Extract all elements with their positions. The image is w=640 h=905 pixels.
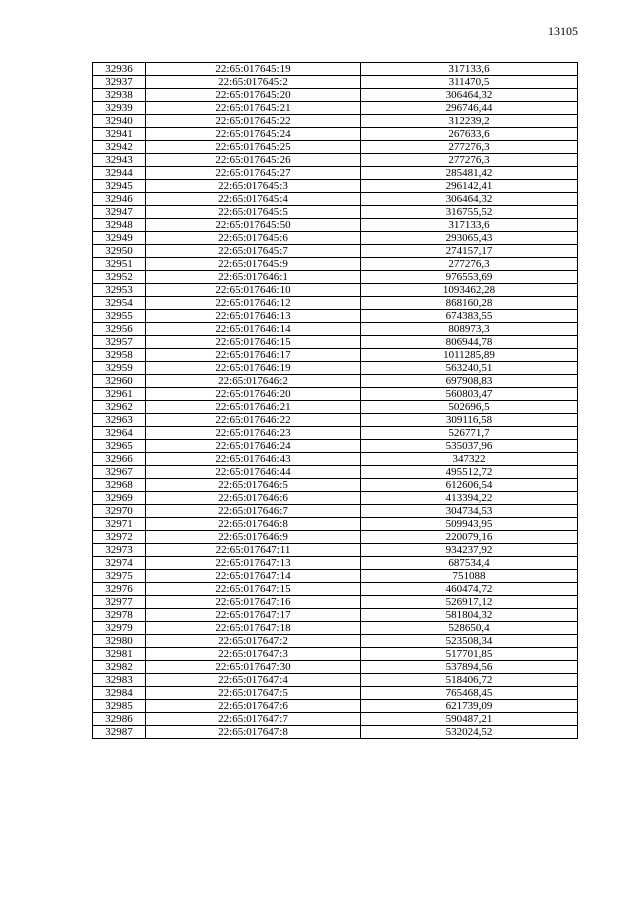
cadastral-value-cell: 306464,32 <box>361 89 578 102</box>
cadastral-number-cell: 22:65:017645:26 <box>146 154 361 167</box>
cadastral-number-cell: 22:65:017645:3 <box>146 180 361 193</box>
table-row <box>93 232 578 245</box>
table-row <box>93 115 578 128</box>
cadastral-value-cell: 526917,12 <box>361 596 578 609</box>
table-row <box>93 388 578 401</box>
cadastral-number-cell: 22:65:017646:6 <box>146 492 361 505</box>
cadastral-number-cell: 22:65:017645:20 <box>146 89 361 102</box>
cadastral-value-cell: 502696,5 <box>361 401 578 414</box>
row-number-cell: 32947 <box>93 206 146 219</box>
cadastral-value-cell: 537894,56 <box>361 661 578 674</box>
cadastral-value-cell: 523508,34 <box>361 635 578 648</box>
row-number-cell: 32972 <box>93 531 146 544</box>
cadastral-value-cell: 509943,95 <box>361 518 578 531</box>
cadastral-number-cell: 22:65:017647:7 <box>146 713 361 726</box>
row-number-cell: 32953 <box>93 284 146 297</box>
row-number-cell: 32986 <box>93 713 146 726</box>
cadastral-number-cell: 22:65:017645:24 <box>146 128 361 141</box>
table-row <box>93 596 578 609</box>
row-number-cell: 32987 <box>93 726 146 739</box>
cadastral-number-cell: 22:65:017647:16 <box>146 596 361 609</box>
table-row <box>93 63 578 76</box>
cadastral-value-cell: 296142,41 <box>361 180 578 193</box>
cadastral-number-cell: 22:65:017647:14 <box>146 570 361 583</box>
table-row <box>93 531 578 544</box>
table-row <box>93 466 578 479</box>
cadastral-number-cell: 22:65:017646:23 <box>146 427 361 440</box>
cadastral-number-cell: 22:65:017645:25 <box>146 141 361 154</box>
cadastral-value-cell: 581804,32 <box>361 609 578 622</box>
cadastral-value-cell: 304734,53 <box>361 505 578 518</box>
cadastral-number-cell: 22:65:017647:17 <box>146 609 361 622</box>
row-number-cell: 32974 <box>93 557 146 570</box>
table-row <box>93 505 578 518</box>
row-number-cell: 32969 <box>93 492 146 505</box>
table-row <box>93 609 578 622</box>
table-row <box>93 544 578 557</box>
row-number-cell: 32964 <box>93 427 146 440</box>
cadastral-value-cell: 296746,44 <box>361 102 578 115</box>
cadastral-number-cell: 22:65:017646:7 <box>146 505 361 518</box>
table-body <box>93 63 578 739</box>
page-number: 13105 <box>548 24 578 38</box>
cadastral-value-cell: 528650,4 <box>361 622 578 635</box>
cadastral-number-cell: 22:65:017646:21 <box>146 401 361 414</box>
row-number-cell: 32946 <box>93 193 146 206</box>
row-number-cell: 32936 <box>93 63 146 76</box>
row-number-cell: 32957 <box>93 336 146 349</box>
row-number-cell: 32981 <box>93 648 146 661</box>
table-row <box>93 453 578 466</box>
table-row <box>93 128 578 141</box>
table-row <box>93 648 578 661</box>
cadastral-number-cell: 22:65:017646:17 <box>146 349 361 362</box>
cadastral-number-cell: 22:65:017647:30 <box>146 661 361 674</box>
cadastral-value-cell: 277276,3 <box>361 141 578 154</box>
table-row <box>93 583 578 596</box>
cadastral-value-cell: 517701,85 <box>361 648 578 661</box>
cadastral-value-cell: 347322 <box>361 453 578 466</box>
row-number-cell: 32968 <box>93 479 146 492</box>
row-number-cell: 32948 <box>93 219 146 232</box>
cadastral-value-cell: 285481,42 <box>361 167 578 180</box>
cadastral-value-cell: 293065,43 <box>361 232 578 245</box>
cadastral-value-cell: 560803,47 <box>361 388 578 401</box>
cadastral-value-cell: 934237,92 <box>361 544 578 557</box>
cadastral-number-cell: 22:65:017647:18 <box>146 622 361 635</box>
table-row <box>93 245 578 258</box>
row-number-cell: 32959 <box>93 362 146 375</box>
cadastral-number-cell: 22:65:017645:22 <box>146 115 361 128</box>
row-number-cell: 32970 <box>93 505 146 518</box>
row-number-cell: 32982 <box>93 661 146 674</box>
cadastral-number-cell: 22:65:017646:15 <box>146 336 361 349</box>
row-number-cell: 32943 <box>93 154 146 167</box>
table-row <box>93 349 578 362</box>
cadastral-number-cell: 22:65:017647:6 <box>146 700 361 713</box>
row-number-cell: 32984 <box>93 687 146 700</box>
cadastral-value-cell: 277276,3 <box>361 154 578 167</box>
cadastral-number-cell: 22:65:017646:14 <box>146 323 361 336</box>
cadastral-number-cell: 22:65:017645:19 <box>146 63 361 76</box>
cadastral-number-cell: 22:65:017645:27 <box>146 167 361 180</box>
row-number-cell: 32949 <box>93 232 146 245</box>
row-number-cell: 32960 <box>93 375 146 388</box>
row-number-cell: 32979 <box>93 622 146 635</box>
table-row <box>93 102 578 115</box>
cadastral-value-cell: 687534,4 <box>361 557 578 570</box>
table-row <box>93 89 578 102</box>
cadastral-value-cell: 316755,52 <box>361 206 578 219</box>
cadastral-value-cell: 267633,6 <box>361 128 578 141</box>
row-number-cell: 32980 <box>93 635 146 648</box>
table-row <box>93 492 578 505</box>
cadastral-number-cell: 22:65:017645:7 <box>146 245 361 258</box>
cadastral-value-cell: 976553,69 <box>361 271 578 284</box>
row-number-cell: 32945 <box>93 180 146 193</box>
cadastral-number-cell: 22:65:017646:19 <box>146 362 361 375</box>
cadastral-value-table <box>92 62 578 739</box>
row-number-cell: 32973 <box>93 544 146 557</box>
cadastral-value-cell: 306464,32 <box>361 193 578 206</box>
row-number-cell: 32951 <box>93 258 146 271</box>
cadastral-number-cell: 22:65:017647:11 <box>146 544 361 557</box>
cadastral-value-cell: 309116,58 <box>361 414 578 427</box>
table-row <box>93 726 578 739</box>
table-row <box>93 518 578 531</box>
cadastral-value-cell: 612606,54 <box>361 479 578 492</box>
cadastral-value-cell: 317133,6 <box>361 63 578 76</box>
row-number-cell: 32944 <box>93 167 146 180</box>
cadastral-value-cell: 765468,45 <box>361 687 578 700</box>
cadastral-number-cell: 22:65:017645:21 <box>146 102 361 115</box>
row-number-cell: 32954 <box>93 297 146 310</box>
cadastral-number-cell: 22:65:017647:13 <box>146 557 361 570</box>
table-row <box>93 674 578 687</box>
table-row <box>93 713 578 726</box>
cadastral-number-cell: 22:65:017646:10 <box>146 284 361 297</box>
row-number-cell: 32955 <box>93 310 146 323</box>
table-row <box>93 427 578 440</box>
table-row <box>93 76 578 89</box>
cadastral-value-cell: 274157,17 <box>361 245 578 258</box>
row-number-cell: 32971 <box>93 518 146 531</box>
row-number-cell: 32975 <box>93 570 146 583</box>
cadastral-number-cell: 22:65:017645:5 <box>146 206 361 219</box>
table-row <box>93 323 578 336</box>
cadastral-number-cell: 22:65:017646:24 <box>146 440 361 453</box>
table-row <box>93 479 578 492</box>
cadastral-number-cell: 22:65:017645:50 <box>146 219 361 232</box>
cadastral-number-cell: 22:65:017646:2 <box>146 375 361 388</box>
cadastral-number-cell: 22:65:017646:1 <box>146 271 361 284</box>
cadastral-number-cell: 22:65:017647:8 <box>146 726 361 739</box>
cadastral-number-cell: 22:65:017647:2 <box>146 635 361 648</box>
row-number-cell: 32942 <box>93 141 146 154</box>
cadastral-value-cell: 413394,22 <box>361 492 578 505</box>
row-number-cell: 32950 <box>93 245 146 258</box>
table-row <box>93 167 578 180</box>
cadastral-value-cell: 532024,52 <box>361 726 578 739</box>
cadastral-number-cell: 22:65:017647:15 <box>146 583 361 596</box>
row-number-cell: 32977 <box>93 596 146 609</box>
row-number-cell: 32983 <box>93 674 146 687</box>
table-row <box>93 154 578 167</box>
cadastral-value-cell: 495512,72 <box>361 466 578 479</box>
table-row <box>93 414 578 427</box>
cadastral-number-cell: 22:65:017646:9 <box>146 531 361 544</box>
table-row <box>93 687 578 700</box>
table-row <box>93 622 578 635</box>
cadastral-value-cell: 220079,16 <box>361 531 578 544</box>
cadastral-value-cell: 806944,78 <box>361 336 578 349</box>
row-number-cell: 32940 <box>93 115 146 128</box>
table-row <box>93 258 578 271</box>
cadastral-value-cell: 535037,96 <box>361 440 578 453</box>
cadastral-number-cell: 22:65:017645:9 <box>146 258 361 271</box>
cadastral-number-cell: 22:65:017646:20 <box>146 388 361 401</box>
row-number-cell: 32937 <box>93 76 146 89</box>
cadastral-number-cell: 22:65:017646:13 <box>146 310 361 323</box>
cadastral-value-cell: 518406,72 <box>361 674 578 687</box>
cadastral-number-cell: 22:65:017645:4 <box>146 193 361 206</box>
row-number-cell: 32978 <box>93 609 146 622</box>
cadastral-number-cell: 22:65:017646:22 <box>146 414 361 427</box>
cadastral-value-cell: 751088 <box>361 570 578 583</box>
table-row <box>93 141 578 154</box>
cadastral-value-cell: 317133,6 <box>361 219 578 232</box>
row-number-cell: 32962 <box>93 401 146 414</box>
row-number-cell: 32941 <box>93 128 146 141</box>
cadastral-value-cell: 621739,09 <box>361 700 578 713</box>
row-number-cell: 32985 <box>93 700 146 713</box>
cadastral-value-cell: 460474,72 <box>361 583 578 596</box>
cadastral-number-cell: 22:65:017646:8 <box>146 518 361 531</box>
table-row <box>93 570 578 583</box>
table-row <box>93 206 578 219</box>
cadastral-number-cell: 22:65:017645:6 <box>146 232 361 245</box>
row-number-cell: 32952 <box>93 271 146 284</box>
cadastral-value-cell: 563240,51 <box>361 362 578 375</box>
table-row <box>93 284 578 297</box>
row-number-cell: 32938 <box>93 89 146 102</box>
table-row <box>93 440 578 453</box>
cadastral-number-cell: 22:65:017646:44 <box>146 466 361 479</box>
cadastral-value-cell: 808973,3 <box>361 323 578 336</box>
row-number-cell: 32966 <box>93 453 146 466</box>
table-row <box>93 375 578 388</box>
table-row <box>93 362 578 375</box>
cadastral-number-cell: 22:65:017646:5 <box>146 479 361 492</box>
table-row <box>93 401 578 414</box>
table-row <box>93 180 578 193</box>
cadastral-value-cell: 868160,28 <box>361 297 578 310</box>
cadastral-number-cell: 22:65:017647:5 <box>146 687 361 700</box>
table-row <box>93 700 578 713</box>
table-row <box>93 635 578 648</box>
table-row <box>93 557 578 570</box>
row-number-cell: 32939 <box>93 102 146 115</box>
cadastral-number-cell: 22:65:017646:43 <box>146 453 361 466</box>
cadastral-value-cell: 526771,7 <box>361 427 578 440</box>
table-row <box>93 661 578 674</box>
table-row <box>93 271 578 284</box>
cadastral-value-cell: 277276,3 <box>361 258 578 271</box>
row-number-cell: 32967 <box>93 466 146 479</box>
row-number-cell: 32956 <box>93 323 146 336</box>
row-number-cell: 32958 <box>93 349 146 362</box>
row-number-cell: 32963 <box>93 414 146 427</box>
row-number-cell: 32965 <box>93 440 146 453</box>
table-row <box>93 193 578 206</box>
cadastral-value-cell: 697908,83 <box>361 375 578 388</box>
row-number-cell: 32976 <box>93 583 146 596</box>
cadastral-value-cell: 1093462,28 <box>361 284 578 297</box>
cadastral-number-cell: 22:65:017647:4 <box>146 674 361 687</box>
cadastral-value-cell: 311470,5 <box>361 76 578 89</box>
table-row <box>93 297 578 310</box>
table-row <box>93 310 578 323</box>
table-row <box>93 336 578 349</box>
cadastral-number-cell: 22:65:017646:12 <box>146 297 361 310</box>
row-number-cell: 32961 <box>93 388 146 401</box>
cadastral-value-cell: 1011285,89 <box>361 349 578 362</box>
cadastral-number-cell: 22:65:017647:3 <box>146 648 361 661</box>
cadastral-number-cell: 22:65:017645:2 <box>146 76 361 89</box>
table-row <box>93 219 578 232</box>
cadastral-value-cell: 674383,55 <box>361 310 578 323</box>
cadastral-value-cell: 590487,21 <box>361 713 578 726</box>
cadastral-value-cell: 312239,2 <box>361 115 578 128</box>
